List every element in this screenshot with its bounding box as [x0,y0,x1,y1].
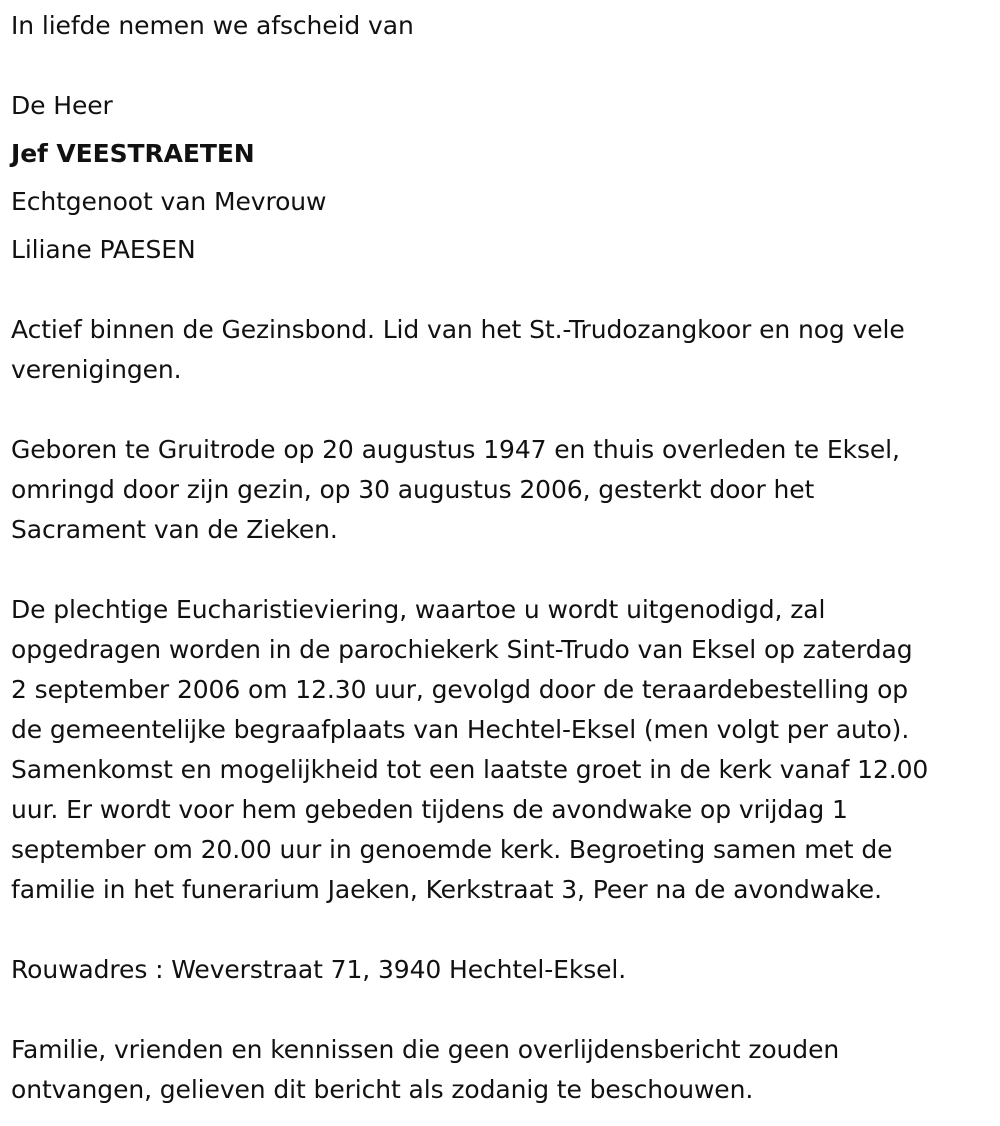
deceased-name: Jef VEESTRAETEN [11,139,255,168]
ceremony-paragraph [11,590,988,910]
paragraph-line: De plechtige Eucharistieviering, waartoe u wordt uitgenodigd, zal [11,595,826,624]
paragraph-line: familie in het funerarium Jaeken, Kerkstraat 3, Peer na de avondwake. [11,875,882,904]
paragraph-line: omringd door zijn gezin, op 30 augustus 2006, gesterkt door het [11,475,815,504]
title-line: De Heer [11,91,113,120]
paragraph-line: 2 september 2006 om 12.30 uur, gevolgd door de teraardebestelling op [11,675,909,704]
paragraph-line: uur. Er wordt voor hem gebeden tijdens de avondwake op vrijdag 1 [11,795,848,824]
birth-death-paragraph [11,430,988,550]
paragraph-line: Sacrament van de Zieken. [11,515,338,544]
spouse-label: Echtgenoot van Mevrouw [11,187,327,216]
paragraph-line: verenigingen. [11,355,182,384]
paragraph-line: Familie, vrienden en kennissen die geen overlijdensbericht zouden [11,1035,840,1064]
address-paragraph [11,950,988,990]
paragraph-line: Geboren te Gruitrode op 20 augustus 1947 en thuis overleden te Eksel, [11,435,900,464]
spouse-name: Liliane PAESEN [11,235,196,264]
paragraph-line: opgedragen worden in de parochiekerk Sint-Trudo van Eksel op zaterdag [11,635,913,664]
paragraph-line: Rouwadres : Weverstraat 71, 3940 Hechtel-Eksel. [11,955,627,984]
paragraph-line: de gemeentelijke begraafplaats van Hechtel-Eksel (men volgt per auto). [11,715,910,744]
activities-paragraph [11,310,988,390]
paragraph-line: september om 20.00 uur in genoemde kerk. Begroeting samen met de [11,835,893,864]
paragraph-line: Samenkomst en mogelijkheid tot een laatste groet in de kerk vanaf 12.00 [11,755,929,784]
intro-line: In liefde nemen we afscheid van [11,11,414,40]
paragraph-line: ontvangen, gelieven dit bericht als zodanig te beschouwen. [11,1075,754,1104]
closing-paragraph [11,1030,988,1110]
paragraph-line: Actief binnen de Gezinsbond. Lid van het St.-Trudozangkoor en nog vele [11,315,905,344]
